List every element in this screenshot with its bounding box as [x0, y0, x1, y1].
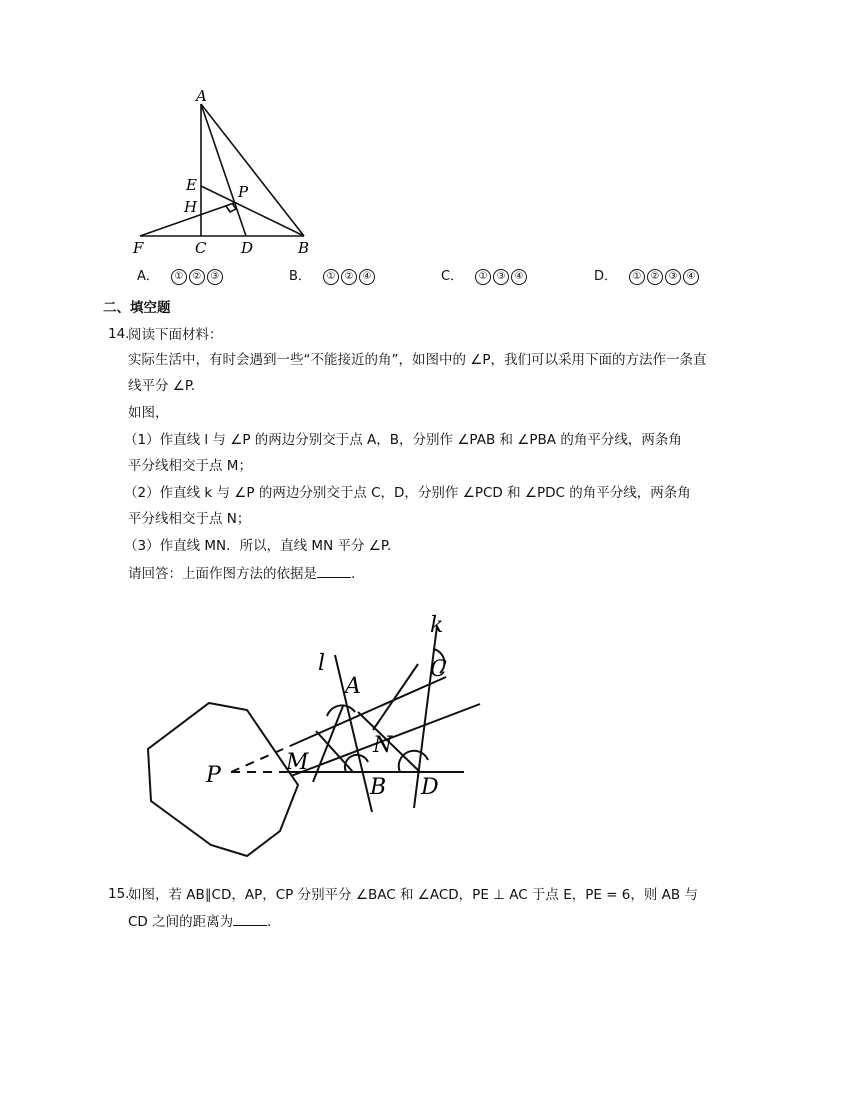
label-A: A [196, 87, 207, 105]
label-B: B [370, 775, 387, 800]
label-B: B [298, 239, 310, 257]
label-C: C [430, 657, 447, 682]
label-A: A [345, 674, 361, 699]
q15-line1: 如图，若 AB∥CD，AP，CP 分别平分 ∠BAC 和 ∠ACD，PE ⊥ AC 于点 E，PE = 6，则 AB 与 [128, 887, 698, 903]
choice-b[interactable]: B． ① ② ④ [289, 265, 377, 285]
q15-line2: CD 之间的距离为 . [128, 911, 760, 932]
q14-step3: （3）作直线 MN．所以，直线 MN 平分 ∠P. [124, 538, 392, 554]
label-D: D [241, 239, 254, 257]
label-P: P [206, 763, 221, 788]
label-C: C [195, 239, 207, 257]
figure-2-angle-bisector [140, 608, 500, 864]
q14-line1: 实际生活中，有时会遇到一些“不能接近的角”，如图中的 ∠P，我们可以采用下面的方法作一条直 [128, 352, 707, 368]
answer-blank[interactable] [233, 911, 267, 926]
label-F: F [133, 239, 144, 257]
q14-line3: 如图， [128, 405, 169, 421]
choice-a[interactable]: A． ① ② ③ [137, 265, 225, 285]
label-D: D [421, 775, 439, 800]
q14-step1b: 平分线相交于点 M； [128, 458, 252, 474]
q14-step2b: 平分线相交于点 N； [128, 511, 251, 527]
label-k: k [430, 613, 444, 638]
choice-c[interactable]: C． ① ③ ④ [441, 265, 529, 285]
label-M: M [286, 750, 309, 775]
q14-intro: 阅读下面材料： [128, 327, 223, 343]
q15-number: 15. [108, 886, 130, 902]
label-E: E [186, 176, 197, 194]
label-l: l [318, 651, 326, 676]
choice-d[interactable]: D． ① ② ③ ④ [594, 265, 701, 285]
figure-1-triangle [120, 80, 340, 260]
label-P: P [238, 183, 249, 201]
q14-line2: 线平分 ∠P. [128, 378, 196, 394]
q14-number: 14. [108, 326, 130, 342]
label-N: N [373, 733, 393, 758]
q14-question: 请回答：上面作图方法的依据是 . [128, 563, 760, 584]
label-H: H [184, 198, 198, 216]
q14-step2a: （2）作直线 k 与 ∠P 的两边分别交于点 C，D，分别作 ∠PCD 和 ∠PDC 的角平分线，两条角 [124, 485, 691, 501]
q14-step1a: （1）作直线 l 与 ∠P 的两边分别交于点 A，B，分别作 ∠PAB 和 ∠PBA 的角平分线，两条角 [124, 432, 682, 448]
answer-blank[interactable] [317, 563, 351, 578]
section-title: 二、填空题 [103, 300, 171, 316]
